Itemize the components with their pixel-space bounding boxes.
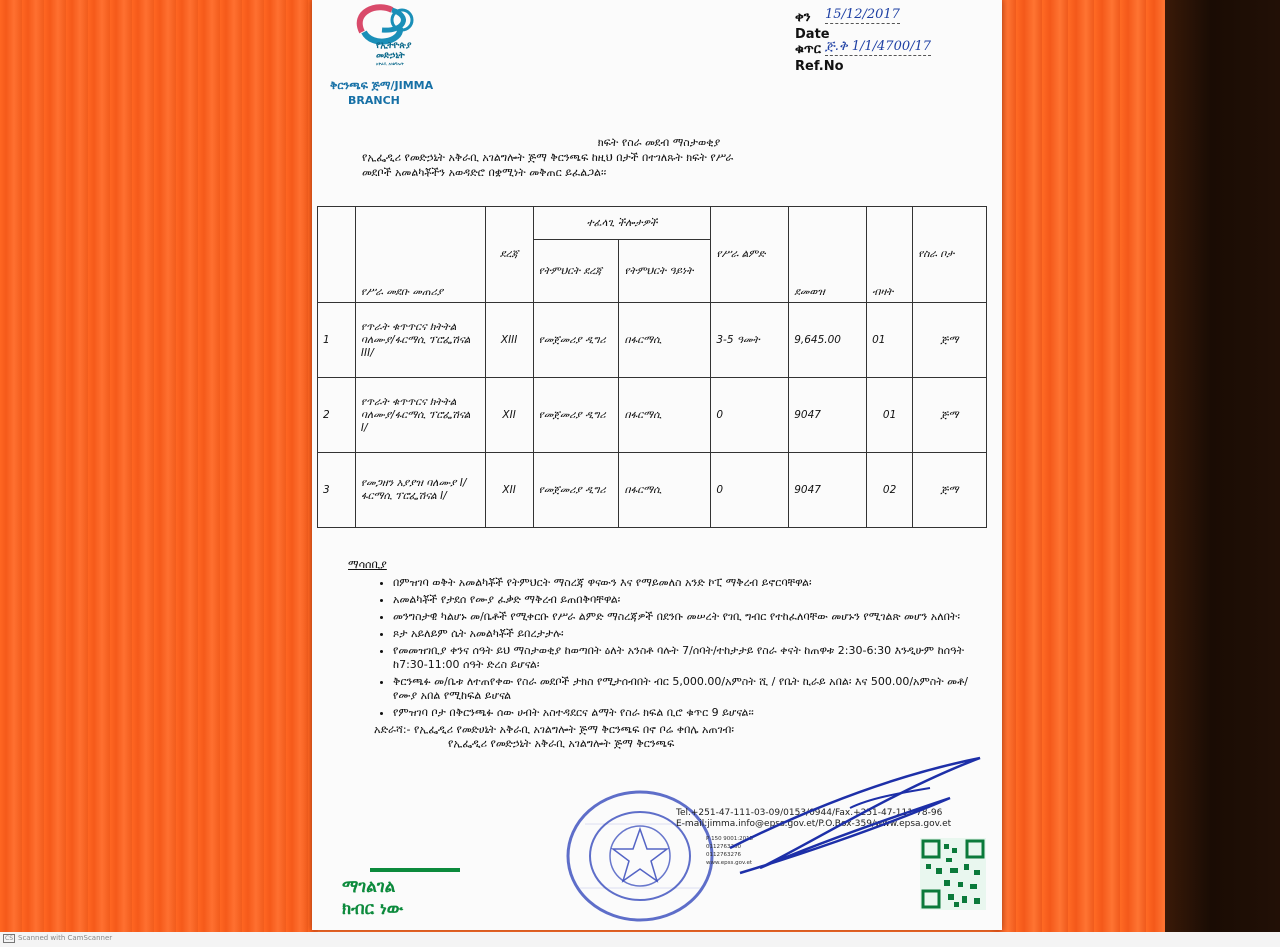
row-salary: 9047 xyxy=(789,453,867,528)
contact-tel: Tel.+251-47-111-03-09/0153/0944/Fax.+251-47-111-78-96 xyxy=(676,808,943,818)
cc-line-2: የኢፌዲሪ የመድኃኒት አቅራቢ አገልግሎት ጅማ ቅርንጫፍ xyxy=(448,737,675,750)
row-location: ጅማ xyxy=(913,378,987,453)
header-qualifications: ተፈላጊ ችሎታዎች xyxy=(533,207,711,240)
row-no: 1 xyxy=(318,303,356,378)
header-no xyxy=(318,207,356,303)
table-row xyxy=(318,378,987,453)
qr-code-icon xyxy=(920,838,986,910)
scanner-text: Scanned with CamScanner xyxy=(18,934,113,942)
list-item: • በምዝገባ ወቅት አመልካቾች የትምህርት ማስረጃ ዋናውን እና የማይመለስ አንድ ኮፒ ማቅረብ ይኖርባቸዋል፡ xyxy=(393,576,988,590)
slogan-line-2: ክብር ነው xyxy=(342,899,404,919)
header-experience: የሥራ ልምድ xyxy=(711,207,789,303)
list-item: • አመልካቾች የታደሰ የሙያ ፈቃድ ማቅረብ ይጠበቅባቸዋል፡ xyxy=(393,593,988,607)
bottom-strip xyxy=(0,932,1280,947)
footer-website: www.epss.gov.et xyxy=(706,860,753,866)
slogan xyxy=(342,868,472,920)
ref-value: ጅ.ቅ 1/1/4700/17 xyxy=(825,39,932,54)
contact-email: E-mail:jimma.info@epss.gov.et/P.O.Box-359/www.epsa.gov.et xyxy=(676,819,952,829)
row-salary: 9047 xyxy=(789,378,867,453)
table-row xyxy=(318,453,987,528)
logo-line-3: አቅራቢ አገልግሎት xyxy=(376,61,404,66)
branch-line-1: ቅርንጫፍ ጅማ/JIMMA xyxy=(330,79,434,92)
table-row xyxy=(318,303,987,378)
row-salary: 9,645.00 xyxy=(789,303,867,378)
row-count: 01 xyxy=(867,378,913,453)
header-edu-type: የትምህርት ዓይነት xyxy=(619,240,711,303)
logo-text xyxy=(376,41,411,66)
row-grade: XII xyxy=(485,378,533,453)
branch-line-2: BRANCH xyxy=(348,94,400,107)
footer-phone-1: 0112763260 xyxy=(706,844,741,850)
row-edu-type: በፋርማሲ xyxy=(619,378,711,453)
row-no: 2 xyxy=(318,378,356,453)
list-item: • ቅርንጫፉ መ/ቤቱ ለተጠየቀው የስራ መደቦች ታክስ የሚታሰብበት ብር 5,000.00/አምስት ሺ / የቤት ኪራይ አበል፡ እና 500.00/አምስት መቶ/ የሙያ አበል የሚከፍል ይሆናል xyxy=(393,675,988,703)
header-position: የሥራ መደቡ መጠሪያ xyxy=(355,207,485,303)
row-position: የጥራት ቁጥጥርና ክትትል ባለሙያ/ፋርማሲ ፕሮፌሽናል III/ xyxy=(355,303,485,378)
header-salary: ደመወዝ xyxy=(789,207,867,303)
row-edu-type: በፋርማሲ xyxy=(619,453,711,528)
dark-edge xyxy=(1165,0,1280,932)
header-edu-level: የትምህርት ደረጃ xyxy=(533,240,619,303)
row-count: 02 xyxy=(867,453,913,528)
header-grade: ደረጃ xyxy=(485,207,533,303)
date-value: 15/12/2017 xyxy=(825,7,900,22)
slogan-bar xyxy=(370,868,460,872)
row-experience: 0 xyxy=(711,453,789,528)
row-edu-level: የመጀመሪያ ዲግሪ xyxy=(533,453,619,528)
footer-phone-2: 0112763276 xyxy=(706,852,741,858)
logo-line-1: የኢትዮጵያ xyxy=(376,41,412,51)
scanner-watermark xyxy=(3,934,112,943)
heading-line-2: መደቦች አመልካቾችን አወዳድሮ በቋሚነት መቅጠር ይፈልጋል፡፡ xyxy=(362,166,607,179)
cc-line-1: አድራሻ:- የኢፌዲሪ የመድሀኒት አቅራቢ አገልግሎት ጅማ ቅርንጫፍ በኖ ቦሬ ቀበሌ አጠገብ፡ xyxy=(374,723,734,736)
date-ref-block xyxy=(795,7,932,74)
footer-iso: P 150 9001:2015 xyxy=(706,836,754,842)
date-en-label: Date xyxy=(795,27,830,42)
slogan-line-1: ማገልገል xyxy=(342,877,396,897)
camscanner-icon: CS xyxy=(5,935,13,942)
row-position: የመጋዘን አያያዝ ባለሙያ I/ፋርማሲ ፕሮፌሽናል I/ xyxy=(355,453,485,528)
row-edu-level: የመጀመሪያ ዲግሪ xyxy=(533,378,619,453)
announcement-heading xyxy=(334,135,984,180)
row-edu-level: የመጀመሪያ ዲግሪ xyxy=(533,303,619,378)
ref-en-label: Ref.No xyxy=(795,59,844,74)
row-grade: XIII xyxy=(485,303,533,378)
table-surface-left xyxy=(0,0,318,932)
row-location: ጅማ xyxy=(913,303,987,378)
row-experience: 3-5 ዓመት xyxy=(711,303,789,378)
row-position: የጥራት ቁጥጥርና ክትትል ባለሙያ/ፋርማሲ ፕሮፌሽናል I/ xyxy=(355,378,485,453)
list-item: • ጾታ አይለይም ሴት አመልካቾች ይበረታታሉ፡ xyxy=(393,627,988,641)
row-no: 3 xyxy=(318,453,356,528)
notes-heading: ማሳሰቢያ xyxy=(348,558,387,571)
heading-line-1: የኢፌዲሪ የመድኃኒት አቅራቢ አገልግሎት ጅማ ቅርንጫፍ ከዚህ በታች በተገለጹት ክፍት የሥራ xyxy=(362,151,734,164)
header-count: ብዛት xyxy=(867,207,913,303)
date-am-label: ቀን xyxy=(795,10,811,25)
vacancy-table xyxy=(317,206,987,528)
list-item: • መንግስታዊ ካልሆኑ መ/ቤቶች የሚቀርቡ የሥራ ልምድ ማስረጃዎች በደንቡ መሠረት የገቢ ግብር የተከፈለባቸው መሆኑን የሚገልጽ መሆን አለበት፡ xyxy=(393,610,988,624)
row-location: ጅማ xyxy=(913,453,987,528)
notes-list xyxy=(348,576,988,720)
logo-line-2: መድኃኒት xyxy=(376,51,405,61)
row-count: 01 xyxy=(867,303,913,378)
row-edu-type: በፋርማሲ xyxy=(619,303,711,378)
branch-label xyxy=(330,78,433,108)
page-title: ክፍት የስራ መደብ ማስታወቂያ xyxy=(597,136,721,149)
row-grade: XII xyxy=(485,453,533,528)
notes-section xyxy=(348,558,988,751)
ref-am-label: ቁጥር xyxy=(795,42,821,57)
table-surface-right xyxy=(990,0,1190,932)
header-location: የስራ ቦታ xyxy=(913,207,987,303)
list-item: • የምዝገባ ቦታ በቅርንጫፉ ሰው ሀብት አስተዳደርና ልማት የስራ ክፍል ቢሮ ቁጥር 9 ይሆናል፡፡ xyxy=(393,706,988,720)
row-experience: 0 xyxy=(711,378,789,453)
list-item: • የመመዝገቢያ ቀንና ሰዓት ይህ ማስታወቂያ ከወጣበት ዕለት አንስቶ ባሉት 7/ሰባት/ተከታታይ የስራ ቀናት ከጠዋቱ 2:30-6:30 እንዲሁም ከሰዓት ከ7:30-11:00 ሰዓት ድረስ ይሆናል፡ xyxy=(393,644,988,672)
